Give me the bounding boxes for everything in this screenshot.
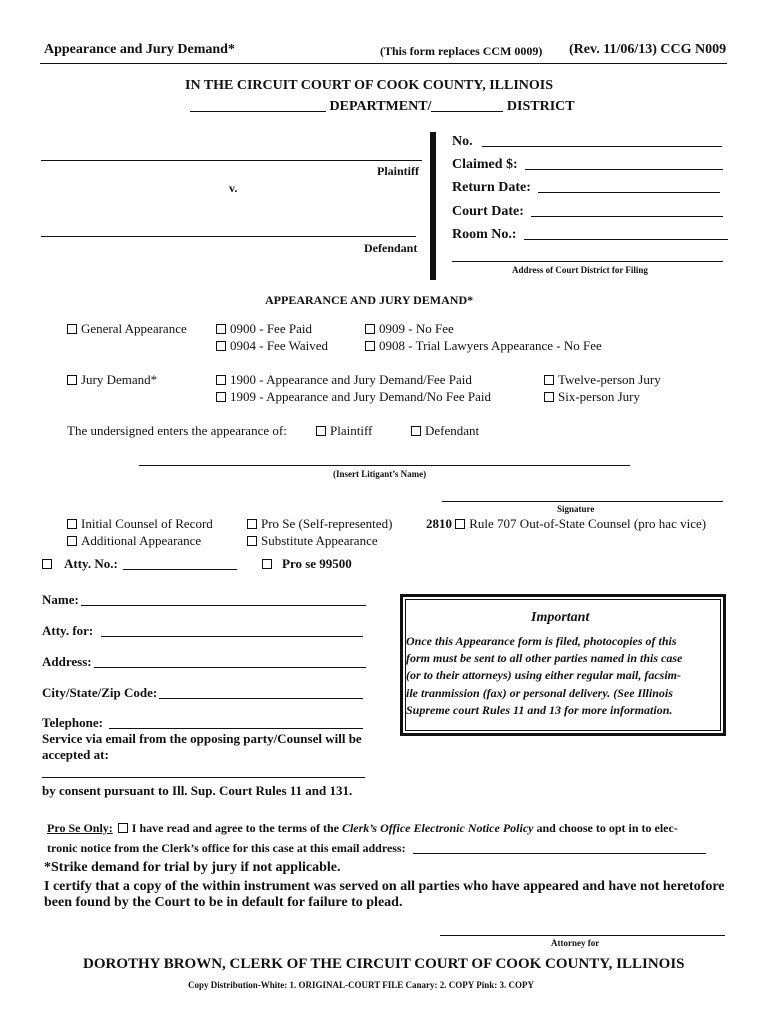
return-date-row [452,180,720,196]
address-label: Address: [42,654,92,669]
district-label: DISTRICT [506,99,575,114]
city-row [42,685,363,701]
defendant-label: Defendant [364,241,418,255]
service-email-field[interactable] [42,777,365,778]
name-row [42,592,366,608]
pro-se-option[interactable]: Pro Se (Self-represented) [247,516,392,532]
form-title: Appearance and Jury Demand* [44,42,235,57]
code-2810-label: 2810 [426,516,452,531]
department-district-line [190,99,575,115]
defendant-field[interactable] [41,236,416,237]
replaces-note: (This form replaces CCM 0009) [380,44,543,58]
atty-no-checkbox[interactable] [42,559,52,569]
city-field[interactable] [159,698,363,699]
telephone-row [42,715,363,731]
claimed-label: Claimed $: [452,157,518,172]
important-title: Important [531,610,590,625]
strike-jury-note: *Strike demand for trial by jury if not applicable. [44,860,341,875]
substitute-appearance-option[interactable]: Substitute Appearance [247,533,378,549]
atty-for-field[interactable] [101,636,363,637]
enters-plaintiff-option[interactable]: Plaintiff [316,423,372,439]
header-rule [40,63,727,64]
clerk-name: DOROTHY BROWN, CLERK OF THE CIRCUIT COURT OF COOK COUNTY, ILLINOIS [83,956,685,972]
important-line-1: Once this Appearance form is filed, photocopies of this [406,634,677,648]
fee-0909-checkbox[interactable] [365,324,375,334]
revision-code: (Rev. 11/06/13) CCG N009 [569,42,727,57]
important-line-3: (or to their attorneys) using either regular mail, facsim- [406,668,682,682]
certify-line-2: been found by the Court to be in default for failure to plead. [44,895,403,910]
twelve-person-jury-option[interactable]: Twelve-person Jury [544,372,661,388]
atty-no-row [42,556,237,572]
initial-counsel-checkbox[interactable] [67,519,77,529]
jury-demand-option[interactable]: Jury Demand* [67,372,157,388]
court-name: IN THE CIRCUIT COURT OF COOK COUNTY, ILLINOIS [185,78,553,93]
attorney-signature-field[interactable] [440,935,725,936]
room-row [452,227,728,243]
pro-se-code-row[interactable]: Pro se 99500 [262,556,352,572]
fee-0908-checkbox[interactable] [365,341,375,351]
substitute-appearance-checkbox[interactable] [247,536,257,546]
name-field[interactable] [81,605,366,606]
general-appearance-checkbox[interactable] [67,324,77,334]
service-email-line2: accepted at: [42,747,109,762]
return-date-label: Return Date: [452,180,531,195]
fee-1909-checkbox[interactable] [216,392,226,402]
pro-se-notice-line2: tronic notice from the Clerk’s office for this case at this email address: [47,841,706,856]
jury-demand-checkbox[interactable] [67,375,77,385]
copy-distribution: Copy Distribution-White: 1. ORIGINAL-COURT FILE Canary: 2. COPY Pink: 3. COPY [188,980,534,990]
atty-no-field[interactable] [123,569,237,570]
service-email-line1: Service via email from the opposing party/Counsel will be [42,731,362,746]
court-address-field[interactable] [452,261,723,262]
six-person-jury-option[interactable]: Six-person Jury [544,389,640,405]
fee-0900-checkbox[interactable] [216,324,226,334]
case-number-field[interactable] [482,146,722,147]
signature-field[interactable] [442,501,723,502]
certify-line-1: I certify that a copy of the within instrument was served on all parties who have appeared and have not heretofore [44,879,725,894]
consent-text: by consent pursuant to Ill. Sup. Court Rules 11 and 131. [42,783,353,798]
pro-se-only-label: Pro Se Only: [47,821,113,835]
important-line-5: Supreme court Rules 11 and 13 for more information. [406,703,673,717]
address-field[interactable] [94,667,366,668]
rule-707-option[interactable]: 2810 Rule 707 Out-of-State Counsel (pro hac vice) [426,516,707,531]
fee-1900-checkbox[interactable] [216,375,226,385]
rule-707-checkbox[interactable] [455,519,465,529]
room-label: Room No.: [452,227,517,242]
department-field[interactable] [190,111,326,112]
important-line-4: ile tranmission (fax) or personal delivery. (See Illinois [406,686,673,700]
case-number-row [452,134,722,150]
pro-se-checkbox[interactable] [247,519,257,529]
atty-for-label: Atty. for: [42,623,94,638]
court-date-row [452,204,723,220]
department-label: DEPARTMENT/ [329,99,432,114]
enters-plaintiff-checkbox[interactable] [316,426,326,436]
fee-0900-option[interactable]: 0900 - Fee Paid [216,321,312,337]
atty-for-row [42,623,363,639]
pro-se-notice-line1: Pro Se Only: I have read and agree to the terms of the Clerk’s Office Electronic Notice Policy and choose to opt in to elec- [47,821,678,835]
pro-se-optin-checkbox[interactable] [118,823,128,833]
initial-counsel-option[interactable]: Initial Counsel of Record [67,516,213,532]
litigant-name-caption: (Insert Litigant’s Name) [333,469,427,479]
additional-appearance-checkbox[interactable] [67,536,77,546]
twelve-person-jury-checkbox[interactable] [544,375,554,385]
court-date-label: Court Date: [452,204,524,219]
fee-0904-option[interactable]: 0904 - Fee Waived [216,338,328,354]
district-field[interactable] [431,111,503,112]
general-appearance-option[interactable]: General Appearance [67,321,187,337]
telephone-field[interactable] [109,728,363,729]
additional-appearance-option[interactable]: Additional Appearance [67,533,201,549]
enters-defendant-checkbox[interactable] [411,426,421,436]
telephone-label: Telephone: [42,715,103,730]
claimed-row [452,157,723,173]
section-title: APPEARANCE AND JURY DEMAND* [265,293,474,307]
pro-se-email-field[interactable] [413,853,706,854]
address-row [42,654,366,670]
claimed-field[interactable] [525,169,723,170]
litigant-name-field[interactable] [139,465,630,466]
atty-no-label: Atty. No.: [64,556,118,571]
plaintiff-field[interactable] [41,160,422,161]
plaintiff-label: Plaintiff [377,164,419,178]
signature-caption: Signature [557,504,595,514]
fee-1900-option[interactable]: 1900 - Appearance and Jury Demand/Fee Paid [216,372,472,388]
case-number-label: No. [452,134,473,149]
six-person-jury-checkbox[interactable] [544,392,554,402]
return-date-field[interactable] [538,192,720,193]
room-field[interactable] [524,239,728,240]
attorney-for-caption: Attorney for [551,938,600,948]
versus-label: v. [229,181,238,195]
caption-divider [430,132,436,280]
city-label: City/State/Zip Code: [42,685,158,700]
fee-1909-option[interactable]: 1909 - Appearance and Jury Demand/No Fee Paid [216,389,491,405]
name-label: Name: [42,592,79,607]
notice-policy-title: Clerk’s Office Electronic Notice Policy [341,821,534,835]
fee-0909-option[interactable]: 0909 - No Fee [365,321,454,337]
enters-appearance-text: The undersigned enters the appearance of: [67,423,287,438]
court-date-field[interactable] [531,216,723,217]
court-address-caption: Address of Court District for Filing [512,265,648,275]
fee-0904-checkbox[interactable] [216,341,226,351]
pro-se-code-checkbox[interactable] [262,559,272,569]
fee-0908-option[interactable]: 0908 - Trial Lawyers Appearance - No Fee [365,338,602,354]
important-line-2: form must be sent to all other parties named in this case [406,651,683,665]
enters-defendant-option[interactable]: Defendant [411,423,479,439]
